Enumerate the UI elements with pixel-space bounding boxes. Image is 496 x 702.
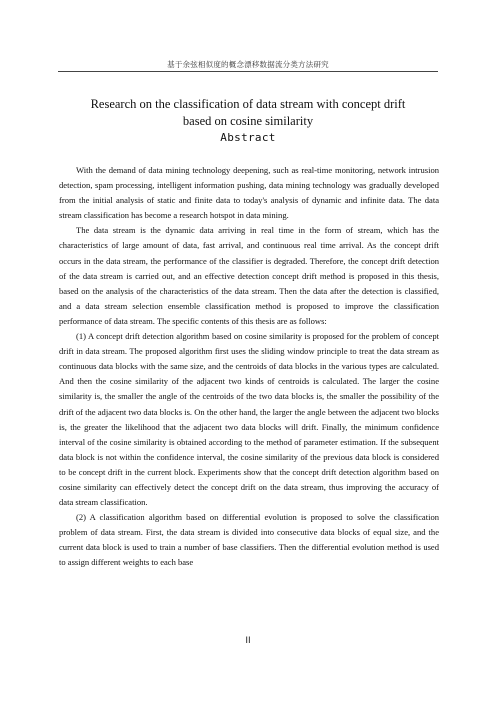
header-rule <box>58 71 438 72</box>
running-header: 基于余弦相似度的概念漂移数据流分类方法研究 <box>167 60 329 69</box>
abstract-paragraph-3: (1) A concept drift detection algorithm based on cosine similarity is proposed for the problem of concept drift in data stream. The proposed algorithm first uses the sliding window principle to treat the data stream as continuous data blocks with the same size, and the centroids of data blocks in the various types are calculated. And then the cosine similarity of the adjacent two kinds of centroids is calculated. The larger the cosine similarity is, the smaller the angle of the centroids of the two data blocks is, the smaller the possibility of the drift of the adjacent two data blocks is. On the other hand, the larger the angle between the adjacent two blocks is, the greater the likelihood that the adjacent two data blocks will drift. Finally, the minimum confidence interval of the cosine similarity is obtained according to the method of parameter estimation. If the subsequent data block is not within the confidence interval, the cosine similarity of the previous data block is considered to be concept drift in the current block. Experiments show that the concept drift detection algorithm based on cosine similarity can effectively detect the concept drift on the data stream, thus improving the accuracy of data stream classification. <box>59 331 439 508</box>
abstract-paragraph-2: The data stream is the dynamic data arriving in real time in the form of stream, which has the characteristics of large amount of data, fast arrival, and continuous real time arrival. As the concept drift occurs in the data stream, the performance of the classifier is degraded. Therefore, the concept drift detection of the data stream is carried out, and an effective detection concept drift method is proposed in this thesis, based on the analysis of the characteristics of the data stream. Then the data after the detection is classified, and a data stream selection ensemble classification method is proposed to improve the classification performance of data stream. The specific contents of this thesis are as follows: <box>59 225 439 326</box>
abstract-heading: Abstract <box>220 131 276 144</box>
page-number: II <box>245 636 251 646</box>
title-line-2: based on cosine similarity <box>182 114 314 128</box>
abstract-paragraph-4: (2) A classification algorithm based on differential evolution is proposed to solve the classification problem of data stream. First, the data stream is divided into consecutive data blocks of equal size, and the current data block is used to train a number of base classifiers. Then the differential evolution method is used to assign different weights to each base <box>59 512 439 568</box>
document-title <box>0 96 496 130</box>
abstract-body <box>59 163 439 571</box>
abstract-paragraph-1: With the demand of data mining technology deepening, such as real-time monitoring, network intrusion detection, spam processing, intelligent information pushing, data mining technology was gradually developed from the initial analysis of static and finite data to today's analysis of dynamic and infinite data. The data stream classification has become a research hotspot in data mining. <box>59 165 439 221</box>
title-line-1: Research on the classification of data stream with concept drift <box>90 97 406 111</box>
